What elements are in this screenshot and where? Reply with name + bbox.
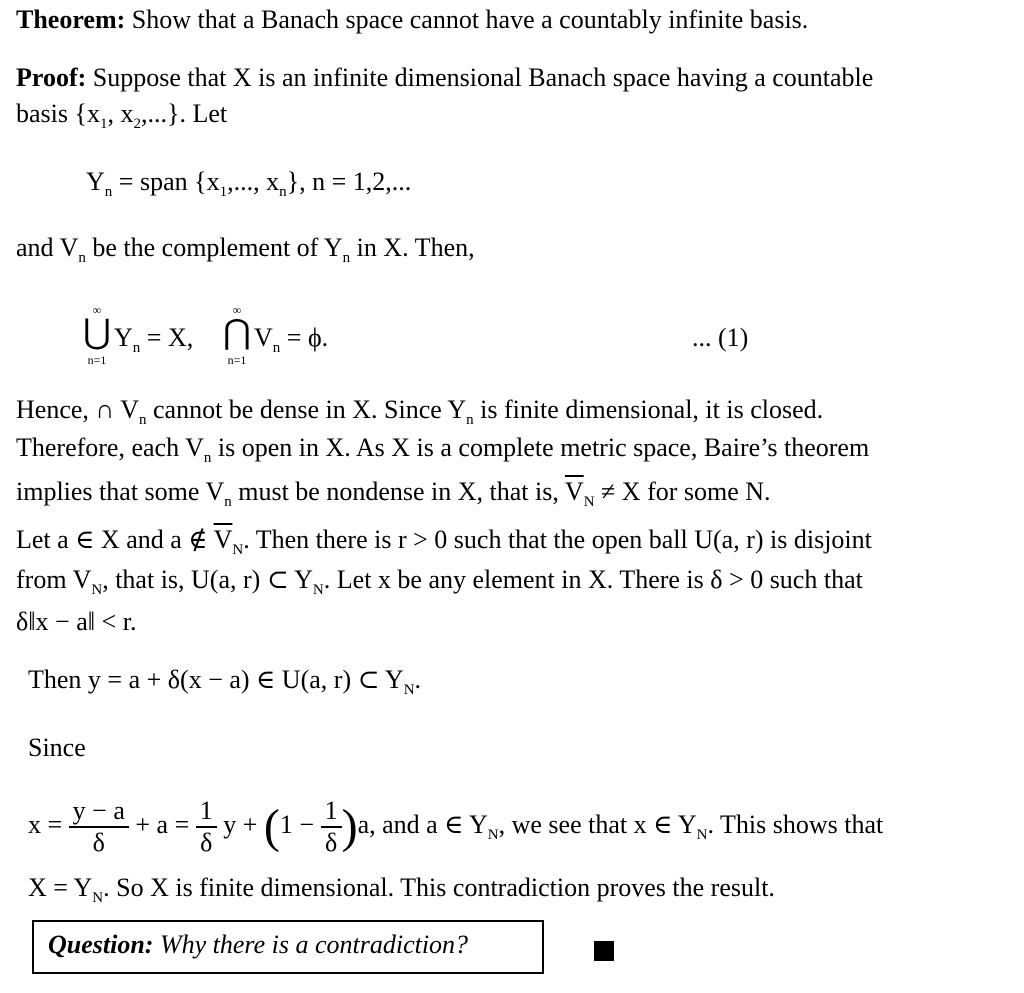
since-line: Since <box>28 733 86 762</box>
para3-l2b: , that is, U(a, r) ⊂ Y <box>102 565 313 594</box>
para3-line-3: δ‖x − a‖ < r. <box>16 607 137 636</box>
left-paren: ( <box>263 799 280 853</box>
subscript: N <box>487 826 499 843</box>
eq1-part1: Y <box>114 323 133 352</box>
subscript: n <box>466 412 474 428</box>
eq1-part4: = ϕ. <box>280 323 329 352</box>
final-one-minus: 1 − <box>279 809 315 839</box>
question-box <box>32 920 544 974</box>
eq-yn-rhs-b: ,..., x <box>227 167 280 196</box>
para2-line-3 <box>16 476 771 511</box>
proof-text-2b: , x <box>107 99 134 128</box>
union-upper-limit: ∞ <box>92 303 102 317</box>
final-plus-a: + a = <box>135 809 190 839</box>
v-bar: $\overline{V}$ <box>564 477 584 506</box>
subscript: n <box>279 184 287 200</box>
question-label: Question: <box>48 930 154 959</box>
frac2-num: 1 <box>196 796 217 828</box>
subscript: n <box>203 450 212 466</box>
intersection-symbol: ⋂ <box>223 314 251 351</box>
eq-yn-rhs-a: = span {x <box>112 167 220 196</box>
eq-yn-lhs: Y <box>86 167 105 196</box>
subscript: N <box>91 582 103 598</box>
complement-b: be the complement of Y <box>85 233 343 262</box>
conclusion-b: . So X is finite dimensional. This contradiction proves the result. <box>103 873 775 902</box>
proof-text-1: Suppose that X is an infinite dimensional Banach space having a countable <box>86 63 874 92</box>
final-tail-a: a, and a ∈ Y <box>357 809 488 839</box>
eq-yn-rhs-c: }, n = 1,2,... <box>286 167 412 196</box>
para3-line-1 <box>16 524 872 559</box>
equation-1-part-a <box>114 322 193 357</box>
subscript: n <box>342 250 351 266</box>
para2-l2a: Therefore, each V <box>16 433 204 462</box>
para2-l3b: must be nondense in X, that is, <box>231 477 565 506</box>
intersection-lower-limit: n=1 <box>227 353 247 367</box>
subscript: N <box>696 826 708 843</box>
subscript: 1 <box>219 184 228 200</box>
conclusion-a: X = Y <box>28 873 93 902</box>
subscript: n <box>78 250 86 266</box>
theorem-line <box>16 4 808 35</box>
intersection-operator <box>222 304 252 366</box>
equation-1-tag: ... (1) <box>692 323 749 352</box>
theorem-text: Show that a Banach space cannot have a countably infinite basis. <box>125 5 809 34</box>
final-equation <box>28 796 883 858</box>
frac3-den: δ <box>324 827 338 857</box>
qed-square-icon <box>594 941 614 961</box>
proof-line-1 <box>16 62 873 93</box>
subscript: n <box>272 340 281 356</box>
union-symbol: ⋃ <box>83 314 111 351</box>
para2-line-1 <box>16 394 823 429</box>
subscript: 2 <box>133 116 141 132</box>
para2-l1c: is finite dimensional, it is closed. <box>473 395 824 424</box>
complement-a: and V <box>16 233 79 262</box>
final-tail-c: . This shows that <box>707 809 884 839</box>
final-tail-b: , we see that x ∈ Y <box>498 809 697 839</box>
subscript: n <box>132 340 141 356</box>
union-lower-limit: n=1 <box>87 353 107 367</box>
final-x-eq: x = <box>28 809 63 839</box>
fraction-y-minus-a-over-delta <box>69 796 129 858</box>
equation-1-part-b <box>254 322 328 357</box>
frac1-num: y − a <box>69 796 129 828</box>
para2-line-2 <box>16 432 869 467</box>
para3-l2a: from V <box>16 565 92 594</box>
proof-text-2: basis {x <box>16 99 100 128</box>
proof-line-2 <box>16 98 227 133</box>
para3-l1b: . Then there is r > 0 such that the open ball U(a, r) is disjoint <box>243 525 872 554</box>
proof-text-2c: ,...}. Let <box>140 99 228 128</box>
para2-l3c: ≠ X for some N. <box>594 477 771 506</box>
subscript: N <box>312 582 324 598</box>
frac2-den: δ <box>200 827 213 857</box>
then-line <box>28 664 421 699</box>
subscript: 1 <box>99 116 108 132</box>
fraction-1-over-delta <box>196 796 217 858</box>
equation-yn <box>86 166 411 201</box>
frac3-num: 1 <box>321 796 342 828</box>
subscript: n <box>104 184 113 200</box>
subscript: N <box>92 890 104 906</box>
frac1-den: δ <box>92 827 105 857</box>
para3-l1a: Let a ∈ X and a ∉ <box>16 525 214 554</box>
subscript: N <box>232 542 244 558</box>
intersection-upper-limit: ∞ <box>232 303 242 317</box>
complement-line <box>16 232 475 267</box>
fraction-1-over-delta-inner <box>321 796 342 858</box>
final-y-plus: y + <box>223 809 258 839</box>
right-paren: ) <box>341 799 358 853</box>
then-line-a: Then y = a + δ(x − a) ∈ U(a, r) ⊂ Y <box>28 665 404 694</box>
question-text: Why there is a contradiction? <box>153 930 469 959</box>
eq1-part3: V <box>254 323 273 352</box>
conclusion-line <box>28 872 775 907</box>
complement-c: in X. Then, <box>350 233 475 262</box>
subscript: N <box>583 494 595 510</box>
v-bar: $\overline{V}$ <box>213 525 233 554</box>
theorem-label: Theorem: <box>16 5 126 34</box>
para3-l2c: . Let x be any element in X. There is δ > 0 such that <box>323 565 863 594</box>
proof-label: Proof: <box>16 63 87 92</box>
subscript: n <box>224 494 232 510</box>
subscript: N <box>403 682 415 698</box>
subscript: n <box>138 412 147 428</box>
then-line-b: . <box>414 665 422 694</box>
union-operator <box>82 304 112 366</box>
para2-l1b: cannot be dense in X. Since Y <box>146 395 467 424</box>
eq1-part2: = X, <box>140 323 194 352</box>
para2-l3a: implies that some V <box>16 477 225 506</box>
para2-l1a: Hence, ∩ V <box>16 395 139 424</box>
para3-line-2 <box>16 564 863 599</box>
para2-l2b: is open in X. As X is a complete metric space, Baire’s theorem <box>211 433 870 462</box>
